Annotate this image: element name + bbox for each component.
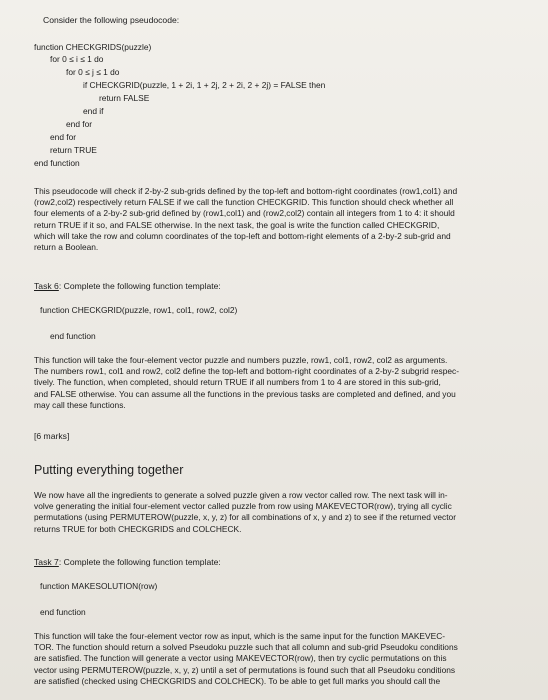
pseudocode-line-9: return TRUE [50, 145, 97, 155]
paragraph-line: (row2,col2) respectively return FALSE if we call the function CHECKGRID. This function should check whether all [34, 197, 454, 208]
task6-marks: [6 marks] [34, 431, 70, 441]
paragraph-line: This function will take the four-element vector row as input, which is the same input for the function MAKEVEC- [34, 631, 446, 641]
pseudocode-line-7: end for [66, 119, 93, 129]
paragraph-line: We now have all the ingredients to generate a solved puzzle given a row vector called row. The next task will in- [34, 490, 448, 500]
paragraph-line: return a Boolean. [34, 242, 99, 253]
pseudocode-line-8: end for [50, 132, 77, 142]
pseudocode-line-1: function CHECKGRIDS(puzzle) [34, 42, 152, 52]
task7-title: : Complete the following function template: [58, 557, 221, 567]
pseudocode-line-5: return FALSE [99, 93, 150, 103]
paragraph-line: are satisfied (checked using CHECKGRIDS and COLCHECK). To be able to get full marks you should call the [34, 675, 441, 686]
task7-end-function: end function [40, 607, 86, 617]
section-heading: Putting everything together [34, 463, 184, 477]
paragraph-line: four elements of a 2-by-2 sub-grid defined by (row1,col1) and (row2,col2) contain all integers from 1 to 4: it should [34, 208, 455, 219]
task6-description [34, 355, 459, 411]
paragraph-line: tively. The function, when completed, should return TRUE if all numbers from 1 to 4 are stored in this sub-grid, [34, 377, 441, 388]
paragraph-line: and FALSE otherwise. You can assume all the functions in the previous tasks are completed and defined, and you [34, 388, 456, 399]
intro-text: Consider the following pseudocode: [43, 15, 180, 25]
pseudocode-line-4: if CHECKGRID(puzzle, 1 + 2i, 1 + 2j, 2 + 2i, 2 + 2j) = FALSE then [83, 80, 326, 90]
paragraph-line: permutations (using PERMUTEROW(puzzle, x, y, z) for all combinations of x, y and z) to see if the returned vector [34, 512, 457, 523]
paragraph-line: are satisfied. The function will generate a vector using MAKEVECTOR(row), then try cyclic permutations on this [34, 653, 447, 664]
task7-signature: function MAKESOLUTION(row) [40, 581, 158, 591]
pseudocode-line-2: for 0 ≤ i ≤ 1 do [50, 54, 104, 64]
task6-heading [34, 281, 221, 291]
pseudocode-line-10: end function [34, 158, 80, 168]
task6-label: Task 6 [34, 281, 59, 291]
paragraph-explanation [34, 186, 457, 253]
paragraph-line: The numbers row1, col1 and row2, col2 define the top-left and bottom-right coordinates of a 2-by-2 subgrid respec- [34, 366, 460, 377]
paragraph-line: TOR. The function should return a solved Pseudoku puzzle such that all column and sub-grid Pseudoku conditions [34, 642, 458, 653]
pseudocode-line-3: for 0 ≤ j ≤ 1 do [66, 67, 120, 77]
task6-title: : Complete the following function template: [58, 281, 221, 291]
paragraph-line: This pseudocode will check if 2-by-2 sub-grids defined by the top-left and bottom-right coordinates (row1,col1) and [34, 186, 458, 196]
paragraph-putting-together [34, 490, 456, 535]
paragraph-line: vector using PERMUTEROW(puzzle, x, y, z) until a set of permutations is found such that all Pseudoku conditions [34, 664, 456, 675]
paragraph-line: returns TRUE for both CHECKGRIDS and COLCHECK. [34, 523, 242, 534]
paragraph-line: return TRUE if it so, and FALSE otherwise. In the next task, the goal is write the function called CHECKGRID, [34, 219, 440, 230]
task7-description [34, 631, 458, 687]
pseudocode-line-6: end if [83, 106, 104, 116]
task7-label: Task 7 [34, 557, 59, 567]
paragraph-line: This function will take the four-element vector puzzle and numbers puzzle, row1, col1, row2, col2 as arguments. [34, 355, 448, 365]
paragraph-line: which will take the row and column coordinates of the top-left and bottom-right elements of a 2-by-2 sub-grid and [34, 230, 451, 241]
task6-end-function: end function [50, 331, 96, 341]
paragraph-line: may call these functions. [34, 399, 126, 410]
paragraph-line: volve generating the initial four-element vector called puzzle from row using MAKEVECTOR(row), trying all cyclic [34, 501, 452, 512]
task7-heading [34, 557, 221, 567]
task6-signature: function CHECKGRID(puzzle, row1, col1, row2, col2) [40, 305, 238, 315]
